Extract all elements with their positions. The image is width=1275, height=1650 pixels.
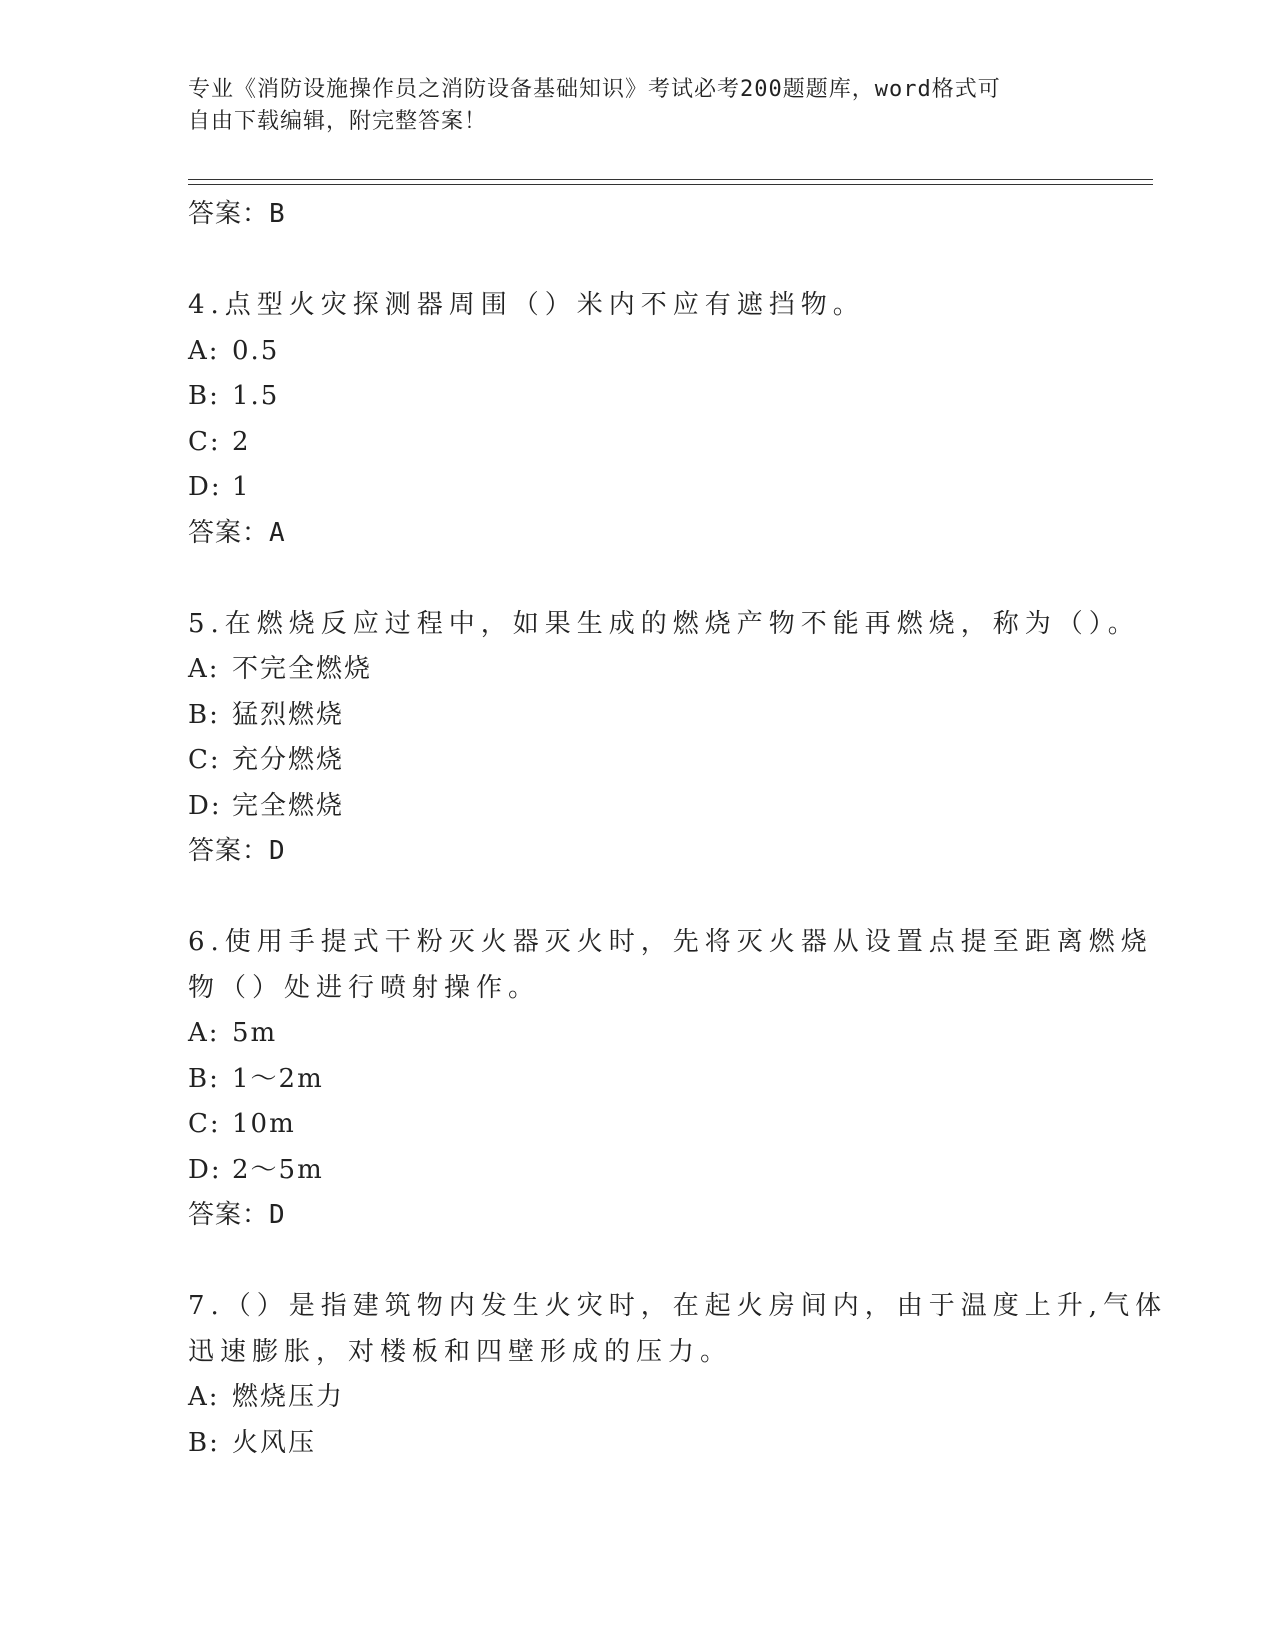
question-5-option-a (188, 647, 1088, 693)
option-label: D: (188, 1154, 222, 1185)
question-6-option-b (188, 1057, 1088, 1103)
question-6-answer: 答案：D (188, 1200, 286, 1230)
option-label: A: (188, 335, 220, 366)
option-label: A: (188, 1018, 220, 1048)
question-6 (188, 920, 1153, 1238)
question-6-stem-line-1: 6.使用手提式干粉灭火器灭火时，先将灭火器从设置点提至距离燃烧 (188, 927, 1153, 957)
question-7-stem-line-1: 7.（）是指建筑物内发生火灾时，在起火房间内，由于温度上升,气体 (188, 1291, 1168, 1321)
question-4-option-d (188, 465, 1088, 511)
option-text: 5m (232, 1018, 278, 1048)
question-list (188, 192, 1168, 1466)
option-label: B: (188, 699, 220, 730)
option-text: 1.5 (232, 381, 280, 411)
header-line-2: 自由下载编辑，附完整答案！ (188, 109, 488, 134)
option-text: 不完全燃烧 (232, 654, 373, 684)
option-label: B: (188, 381, 220, 411)
question-4-answer: 答案：A (188, 517, 286, 548)
option-text: 2 (232, 426, 251, 457)
option-label: D: (188, 472, 222, 502)
option-text: 完全燃烧 (232, 790, 345, 821)
option-text: 1 (232, 472, 251, 502)
question-5-answer: 答案：D (188, 836, 286, 866)
block-gap (188, 1238, 1088, 1284)
option-text: 10m (232, 1109, 296, 1139)
document-header (188, 74, 1068, 138)
option-text: 充分燃烧 (232, 745, 345, 775)
previous-question-answer: 答案：B (188, 199, 286, 229)
option-text: 2～5m (232, 1154, 324, 1185)
option-text: 猛烈燃烧 (232, 699, 345, 730)
question-6-option-a (188, 1011, 1088, 1057)
header-line-1: 专业《消防设施操作员之消防设备基础知识》考试必考200题题库，word格式可 (188, 77, 1001, 102)
question-6-option-d (188, 1148, 1088, 1194)
option-label: B: (188, 1427, 220, 1458)
option-text: 火风压 (232, 1427, 317, 1458)
option-label: A: (188, 654, 220, 684)
option-text: 1～2m (232, 1063, 324, 1094)
question-5-option-d (188, 784, 1088, 830)
question-6-option-c (188, 1102, 1088, 1148)
question-5-option-b (188, 693, 1088, 739)
question-7-option-b (188, 1421, 1088, 1467)
block-gap (188, 556, 1088, 602)
block-gap (188, 237, 1088, 283)
question-4-option-c (188, 420, 1088, 466)
question-5-option-c (188, 738, 1088, 784)
header-rule-bottom (188, 184, 1153, 185)
block-gap (188, 874, 1088, 920)
question-5-stem: 5.在燃烧反应过程中，如果生成的燃烧产物不能再燃烧，称为（）。 (188, 608, 1140, 639)
option-text: 0.5 (232, 335, 280, 366)
question-6-stem-line-2: 物（）处进行喷射操作。 (188, 972, 541, 1003)
option-label: C: (188, 745, 221, 775)
option-label: A: (188, 1382, 220, 1412)
question-4-option-a (188, 329, 1088, 375)
question-7-stem-line-2: 迅速膨胀，对楼板和四壁形成的压力。 (188, 1336, 733, 1367)
option-label: C: (188, 426, 221, 457)
option-label: B: (188, 1063, 220, 1094)
option-label: C: (188, 1109, 221, 1139)
question-7-option-a (188, 1375, 1088, 1421)
question-4-stem: 4.点型火灾探测器周围（）米内不应有遮挡物。 (188, 290, 865, 320)
option-label: D: (188, 790, 222, 821)
option-text: 燃烧压力 (232, 1382, 345, 1412)
question-7 (188, 1284, 1168, 1466)
question-5 (188, 602, 1140, 875)
question-4-option-b (188, 374, 1088, 420)
question-4 (188, 283, 1088, 556)
header-rule-top (188, 179, 1153, 180)
